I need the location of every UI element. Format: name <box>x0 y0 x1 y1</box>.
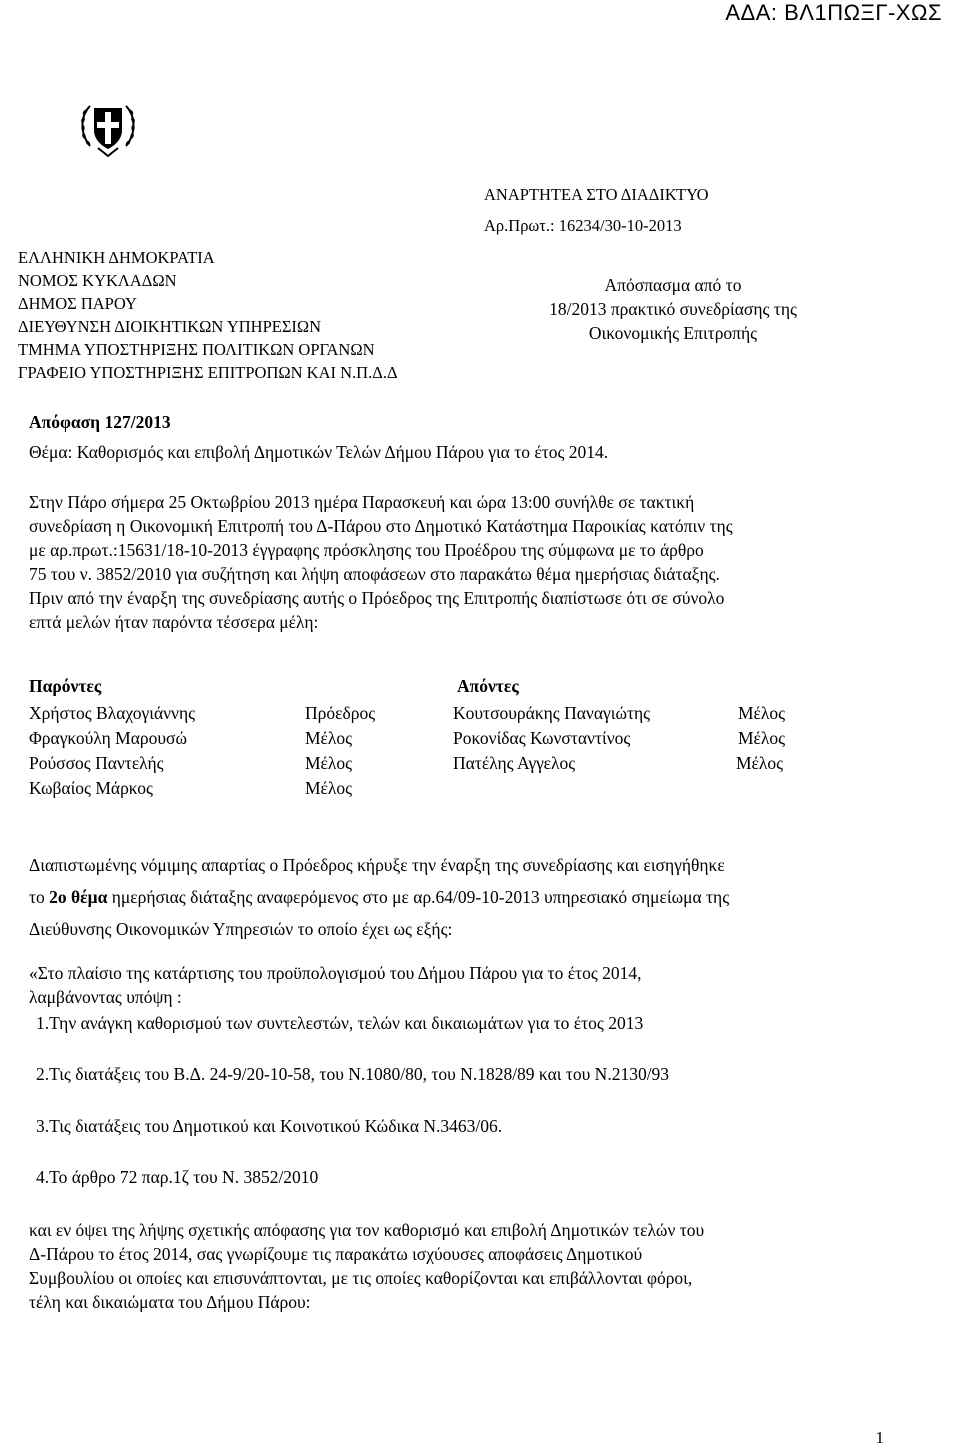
agenda-item-label: 2ο θέμα <box>49 887 108 907</box>
paragraph-line: συνεδρίαση η Οικονομική Επιτροπή του Δ-Πάρου στο Δημοτικό Κατάστημα Παροικίας κατόπιν της <box>29 516 733 536</box>
paragraph-line: επτά μελών ήταν παρόντα τέσσερα μέλη: <box>29 612 319 632</box>
decision-number: Απόφαση 127/2013 <box>29 412 171 432</box>
paragraph-line: λαμβάνοντας υπόψη : <box>29 987 182 1007</box>
issuer-line: ΕΛΛΗΝΙΚΗ ΔΗΜΟΚΡΑΤΙΑ <box>18 248 215 267</box>
issuer-line: ΔΗΜΟΣ ΠΑΡΟΥ <box>18 294 137 313</box>
paragraph-line: Διαπιστωμένης νόμιμης απαρτίας ο Πρόεδρος κήρυξε την έναρξη της συνεδρίασης και εισηγήθηκε <box>29 855 725 875</box>
extract-title <box>484 273 862 345</box>
absent-member-role: Μέλος <box>738 703 786 723</box>
protocol-number: Αρ.Πρωτ.: 16234/30-10-2013 <box>484 216 682 235</box>
extract-line: Οικονομικής Επιτροπής <box>588 323 758 343</box>
present-member-name: Φραγκούλη Μαρουσώ <box>29 728 187 748</box>
present-member-name: Κωβαίος Μάρκος <box>29 778 153 798</box>
intro-paragraph <box>29 490 733 634</box>
issuer-line: ΔΙΕΥΘΥΝΣΗ ΔΙΟΙΚΗΤΙΚΩΝ ΥΠΗΡΕΣΙΩΝ <box>18 317 322 336</box>
present-member-role: Μέλος <box>305 753 353 773</box>
consideration-item: 4.Το άρθρο 72 παρ.1ζ του Ν. 3852/2010 <box>36 1167 319 1187</box>
absent-member-name: Πατέλης Αγγελος <box>453 753 576 773</box>
quorum-paragraph <box>29 853 729 941</box>
present-member-role: Πρόεδρος <box>305 703 376 723</box>
present-member-role: Μέλος <box>305 728 353 748</box>
consideration-item: 3.Τις διατάξεις του Δημοτικού και Κοινοτικού Κώδικα Ν.3463/06. <box>36 1116 503 1136</box>
greek-coat-of-arms-icon <box>76 96 140 160</box>
absent-member-name: Κουτσουράκης Παναγιώτης <box>453 703 651 723</box>
paragraph-line: το 2ο θέμα ημερήσιας διάταξης αναφερόμενος στο με αρ.64/09-10-2013 υπηρεσιακό σημείωμα της <box>29 887 730 907</box>
ada-code: ΑΔΑ: ΒΛ1ΠΩΞΓ-ΧΩΣ <box>725 0 942 25</box>
paragraph-line: Διεύθυνσης Οικονομικών Υπηρεσιών το οποίο έχει ως εξής: <box>29 919 453 939</box>
present-member-name: Ρούσσος Παντελής <box>29 753 164 773</box>
present-member-name: Χρήστος Βλαχογιάννης <box>29 703 196 723</box>
paragraph-line: Συμβουλίου οι οποίες και επισυνάπτονται, με τις οποίες καθορίζονται και επιβάλλονται φόροι, <box>29 1268 693 1288</box>
absent-header: Απόντες <box>457 676 519 696</box>
issuer-block <box>18 246 398 384</box>
present-header: Παρόντες <box>29 676 102 696</box>
issuer-line: ΝΟΜΟΣ ΚΥΚΛΑΔΩΝ <box>18 271 177 290</box>
paragraph-line: και εν όψει της λήψης σχετικής απόφασης για τον καθορισμό και επιβολή Δημοτικών τελών του <box>29 1220 705 1240</box>
page-number: 1 <box>875 1428 884 1447</box>
closing-paragraph <box>29 1218 704 1314</box>
paragraph-line: Δ-Πάρου το έτος 2014, σας γνωρίζουμε τις παρακάτω ισχύουσες αποφάσεις Δημοτικού <box>29 1244 643 1264</box>
posting-notice: ΑΝΑΡΤΗΤΕΑ ΣΤΟ ΔΙΑΔΙΚΤΥΟ <box>484 185 709 204</box>
consideration-item: 2.Τις διατάξεις του Β.Δ. 24-9/20-10-58, του Ν.1080/80, του Ν.1828/89 και του Ν.2130/93 <box>36 1064 670 1084</box>
extract-line: 18/2013 πρακτικό συνεδρίασης της <box>549 299 797 319</box>
absent-member-role: Μέλος <box>736 753 784 773</box>
decision-subject: Θέμα: Καθορισμός και επιβολή Δημοτικών Τελών Δήμου Πάρου για το έτος 2014. <box>29 442 609 462</box>
issuer-line: ΤΜΗΜΑ ΥΠΟΣΤΗΡΙΞΗΣ ΠΟΛΙΤΙΚΩΝ ΟΡΓΑΝΩΝ <box>18 340 375 359</box>
consideration-item: 1.Την ανάγκη καθορισμού των συντελεστών, τελών και δικαιωμάτων για το έτος 2013 <box>36 1013 644 1033</box>
paragraph-line: Στην Πάρο σήμερα 25 Οκτωβρίου 2013 ημέρα Παρασκευή και ώρα 13:00 συνήλθε σε τακτική <box>29 492 695 512</box>
absent-member-role: Μέλος <box>738 728 786 748</box>
issuer-line: ΓΡΑΦΕΙΟ ΥΠΟΣΤΗΡΙΞΗΣ ΕΠΙΤΡΟΠΩΝ ΚΑΙ Ν.Π.Δ.Δ <box>18 363 398 382</box>
paragraph-line: «Στο πλαίσιο της κατάρτισης του προϋπολογισμού του Δήμου Πάρου για το έτος 2014, <box>29 963 642 983</box>
quote-intro <box>29 961 642 1009</box>
paragraph-line: με αρ.πρωτ.:15631/18-10-2013 έγγραφης πρόσκλησης του Προέδρου της σύμφωνα με το άρθρο <box>29 540 704 560</box>
paragraph-line: Πριν από την έναρξη της συνεδρίασης αυτής ο Πρόεδρος της Επιτροπής διαπίστωσε ότι σε σύνολο <box>29 588 725 608</box>
paragraph-line: 75 του ν. 3852/2010 για συζήτηση και λήψη αποφάσεων στο παρακάτω θέμα ημερήσιας διάταξης. <box>29 564 720 584</box>
paragraph-line: τέλη και δικαιώματα του Δήμου Πάρου: <box>29 1292 311 1312</box>
absent-member-name: Ροκονίδας Κωνσταντίνος <box>453 728 631 748</box>
present-member-role: Μέλος <box>305 778 353 798</box>
extract-line: Απόσπασμα από το <box>604 275 742 295</box>
